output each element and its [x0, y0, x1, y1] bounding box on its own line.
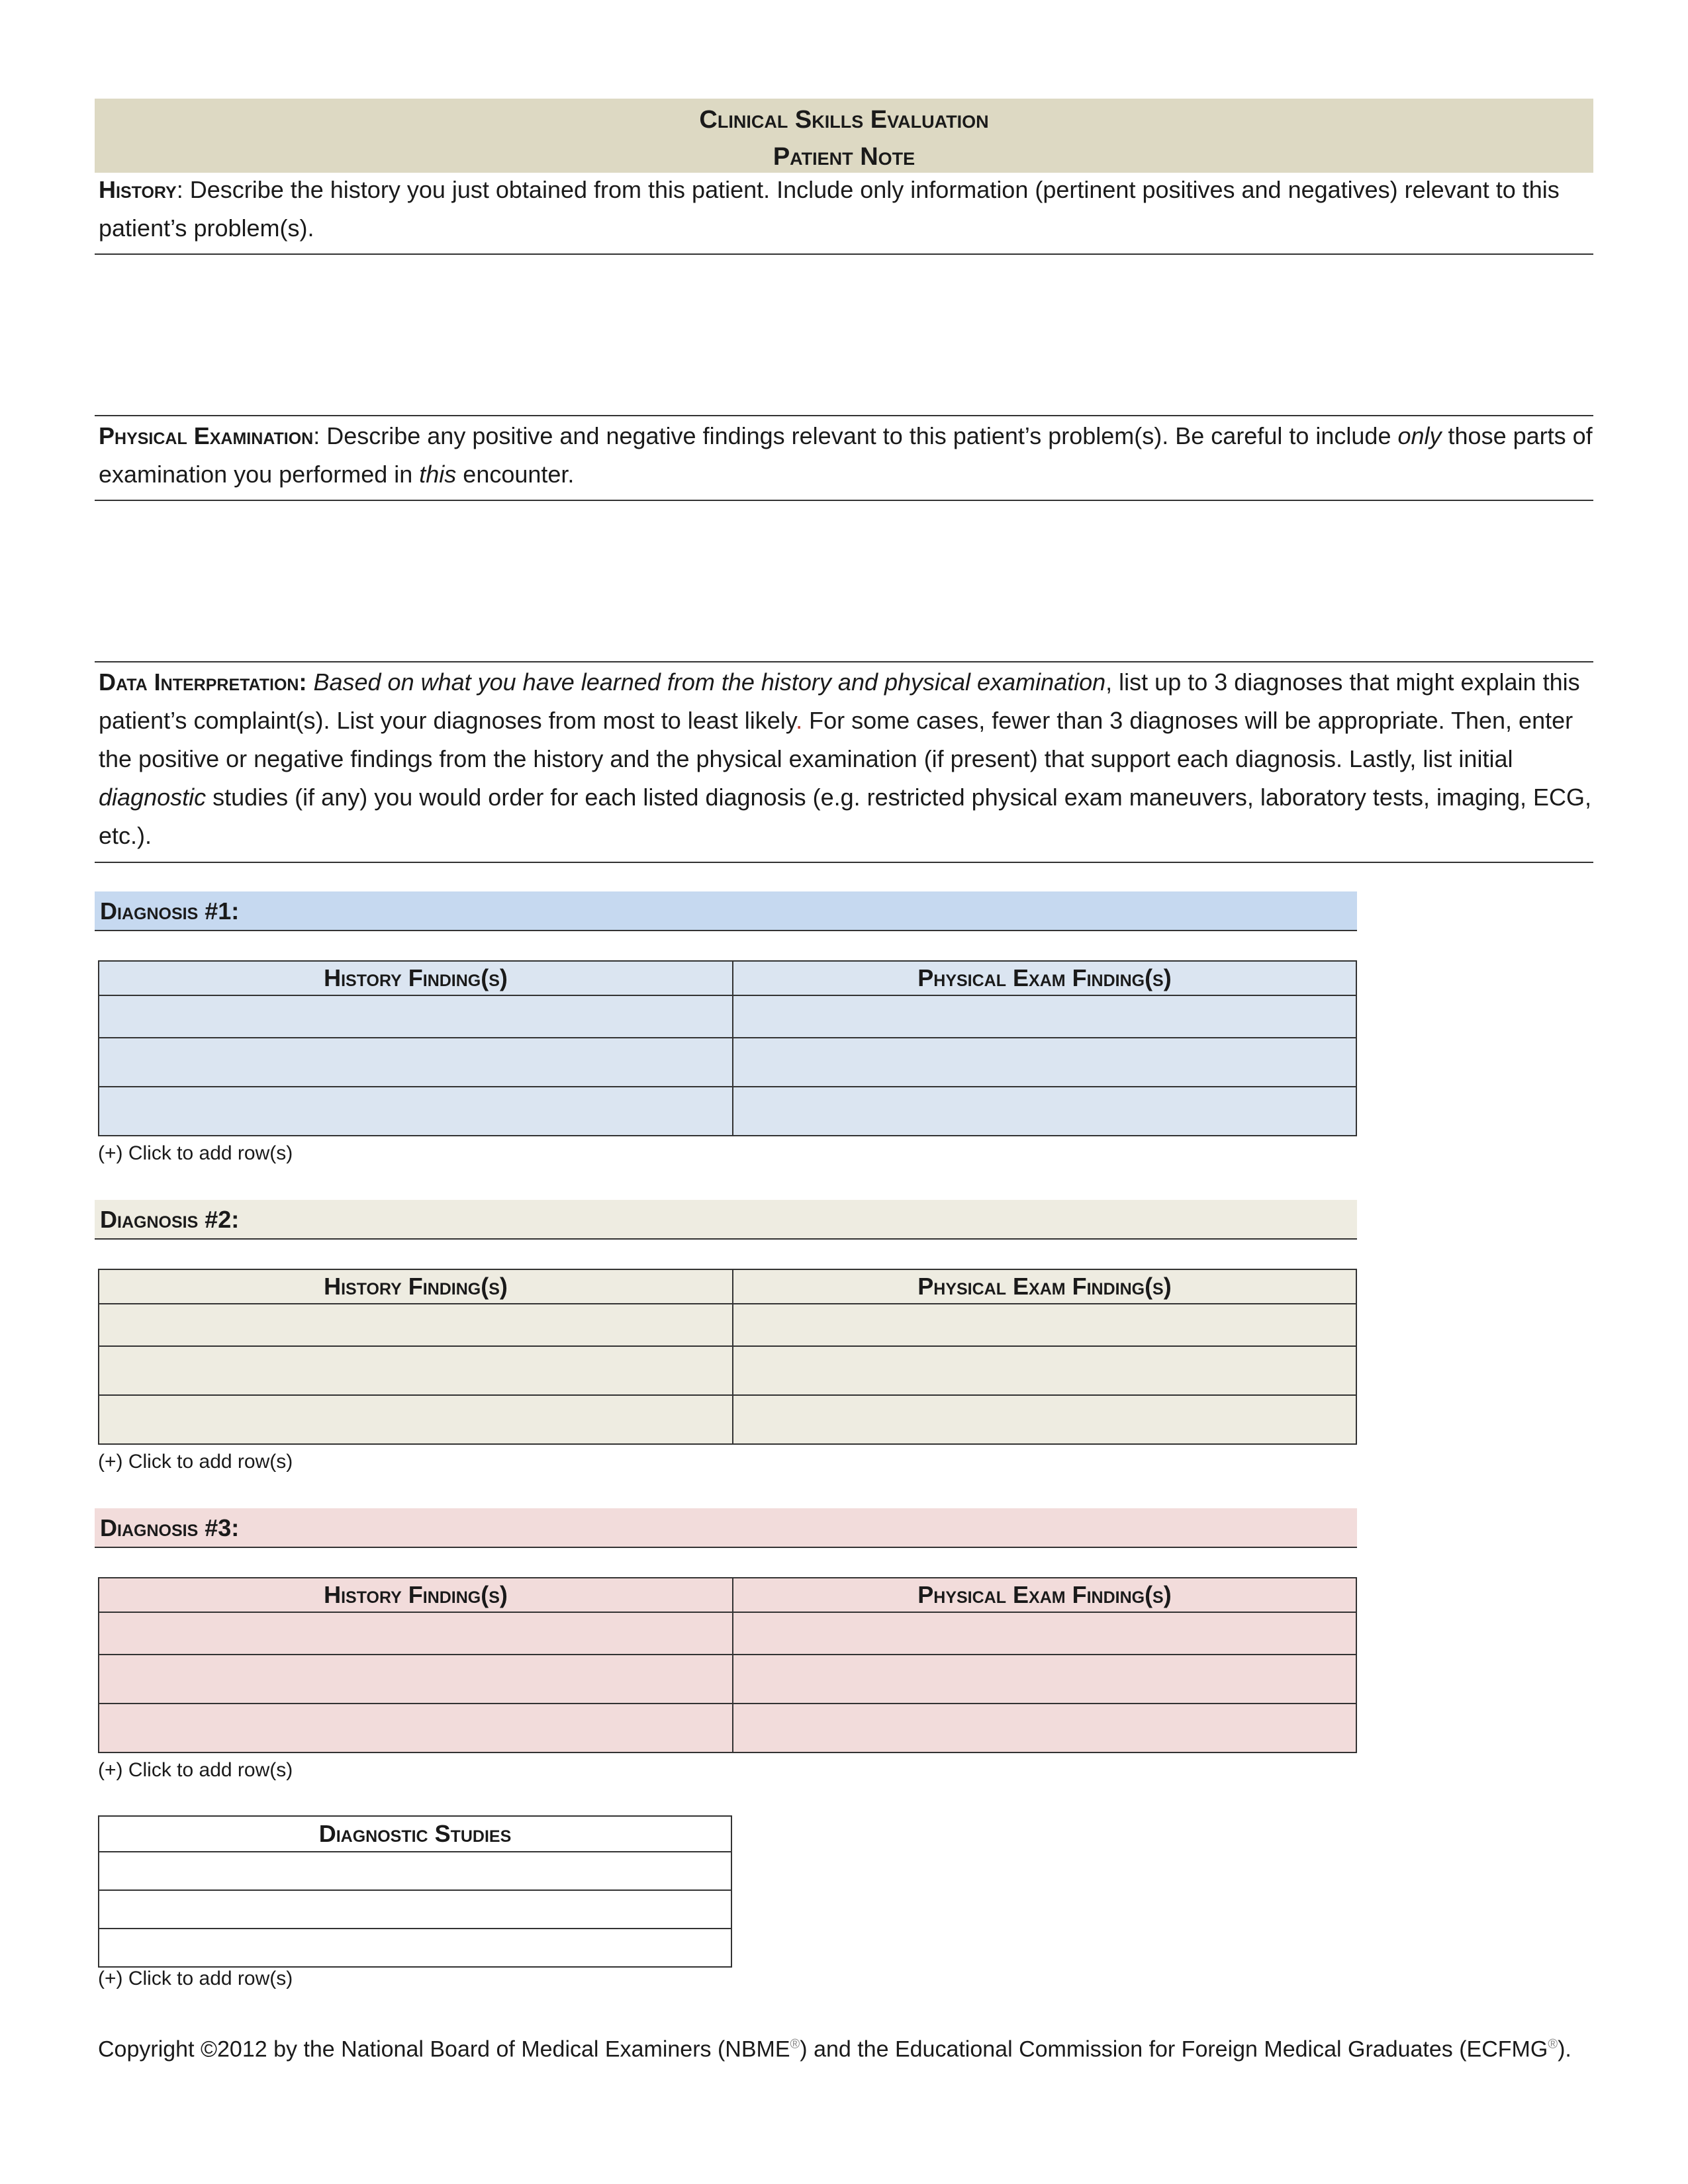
- diagnostic-study-cell[interactable]: [99, 1890, 731, 1929]
- exam-finding-cell[interactable]: [733, 1612, 1356, 1655]
- table-row: [99, 1038, 1356, 1087]
- history-finding-cell[interactable]: [99, 995, 733, 1038]
- exam-finding-cell[interactable]: [733, 1038, 1356, 1087]
- table-header-row: [99, 1816, 731, 1852]
- history-finding-cell[interactable]: [99, 1655, 733, 1704]
- table-row: [99, 1395, 1356, 1444]
- history-instructions: History: Describe the history you just obtained from this patient. Include only information (pertinent positives and negatives) relevant to this patient’s problem(s).: [99, 176, 1560, 242]
- form-title: Clinical Skills Evaluation: [699, 106, 989, 134]
- data-interp-top-divider: [95, 661, 1593, 662]
- table-row: [99, 1655, 1356, 1704]
- diagnosis-3-field[interactable]: Diagnosis #3:: [95, 1508, 1357, 1548]
- history-section: [95, 171, 1593, 248]
- registered-mark: ®: [790, 2037, 800, 2052]
- table-header-row: [99, 1578, 1356, 1612]
- exam-finding-cell[interactable]: [733, 1304, 1356, 1346]
- table-row: [99, 1087, 1356, 1136]
- data-interpretation-instructions: Data Interpretation: Based on what you have learned from the history and physical examination, list up to 3 diagnoses that might explain this patient’s complaint(s). List your diagnoses from most to least likely. For some cases, fewer than 3 diagnoses will be appropriate. Then, enter the positive or negative findings from the history and the physical examination (if present) that support each diagnosis. Lastly, list initial diagnostic studies (if any) you would order for each listed diagnosis (e.g. restricted physical exam maneuvers, laboratory tests, imaging, ECG, etc.).: [99, 668, 1592, 849]
- exam-finding-cell[interactable]: [733, 1395, 1356, 1444]
- diagnosis-1-field[interactable]: Diagnosis #1:: [95, 891, 1357, 931]
- history-finding-cell[interactable]: [99, 1395, 733, 1444]
- diagnosis-3-findings-table: [98, 1577, 1357, 1753]
- form-subtitle: Patient Note: [773, 143, 915, 171]
- data-interpretation-label: Data Interpretation:: [99, 668, 307, 696]
- exam-finding-cell[interactable]: [733, 1087, 1356, 1136]
- history-answer-area[interactable]: [95, 256, 1593, 415]
- history-finding-cell[interactable]: [99, 1346, 733, 1395]
- data-interpretation-section: [95, 663, 1593, 855]
- physical-exam-section: [95, 417, 1593, 494]
- diagnosis-2-field[interactable]: Diagnosis #2:: [95, 1200, 1357, 1240]
- table-row: [99, 1704, 1356, 1752]
- physical-exam-instructions: Physical Examination: Describe any positive and negative findings relevant to this patient’s problem(s). Be careful to include only those parts of examination you performed in this encounter.: [99, 422, 1593, 488]
- history-finding-cell[interactable]: [99, 1612, 733, 1655]
- diagnostic-study-cell[interactable]: [99, 1929, 731, 1967]
- history-divider: [95, 253, 1593, 255]
- data-interp-divider: [95, 862, 1593, 863]
- table-row: [99, 1346, 1356, 1395]
- diagnostic-studies-table: [98, 1815, 732, 1968]
- diagnostic-studies-header: Diagnostic Studies: [99, 1816, 731, 1852]
- physical-exam-label: Physical Examination: [99, 422, 314, 449]
- diagnosis-2-add-row-button[interactable]: (+) Click to add row(s): [98, 1451, 293, 1473]
- history-findings-header: History Finding(s): [99, 961, 733, 995]
- exam-finding-cell[interactable]: [733, 1655, 1356, 1704]
- history-finding-cell[interactable]: [99, 1304, 733, 1346]
- registered-mark: ®: [1548, 2037, 1558, 2052]
- table-row: [99, 995, 1356, 1038]
- diagnostic-study-cell[interactable]: [99, 1852, 731, 1890]
- history-findings-header: History Finding(s): [99, 1578, 733, 1612]
- history-finding-cell[interactable]: [99, 1704, 733, 1752]
- physical-exam-findings-header: Physical Exam Finding(s): [733, 961, 1356, 995]
- history-label: History: [99, 176, 177, 203]
- physical-exam-findings-header: Physical Exam Finding(s): [733, 1269, 1356, 1304]
- table-row: [99, 1304, 1356, 1346]
- exam-finding-cell[interactable]: [733, 995, 1356, 1038]
- table-row: [99, 1929, 731, 1967]
- table-row: [99, 1890, 731, 1929]
- title-bar: [95, 99, 1593, 173]
- diagnosis-1-add-row-button[interactable]: (+) Click to add row(s): [98, 1142, 293, 1164]
- table-row: [99, 1852, 731, 1890]
- history-finding-cell[interactable]: [99, 1038, 733, 1087]
- physical-exam-findings-header: Physical Exam Finding(s): [733, 1578, 1356, 1612]
- table-row: [99, 1612, 1356, 1655]
- copyright-notice: Copyright ©2012 by the National Board of Medical Examiners (NBME®) and the Educational Commission for Foreign Medical Graduates (ECFMG®).: [98, 2036, 1571, 2062]
- diagnosis-2-findings-table: [98, 1269, 1357, 1445]
- physical-exam-answer-area[interactable]: [95, 502, 1593, 661]
- diagnosis-3-add-row-button[interactable]: (+) Click to add row(s): [98, 1759, 293, 1781]
- physical-exam-top-divider: [95, 415, 1593, 416]
- table-header-row: [99, 961, 1356, 995]
- diagnosis-1-findings-table: [98, 960, 1357, 1136]
- exam-finding-cell[interactable]: [733, 1346, 1356, 1395]
- history-finding-cell[interactable]: [99, 1087, 733, 1136]
- table-header-row: [99, 1269, 1356, 1304]
- physical-exam-divider: [95, 500, 1593, 501]
- exam-finding-cell[interactable]: [733, 1704, 1356, 1752]
- diagnostic-studies-add-row-button[interactable]: (+) Click to add row(s): [98, 1968, 293, 1989]
- history-findings-header: History Finding(s): [99, 1269, 733, 1304]
